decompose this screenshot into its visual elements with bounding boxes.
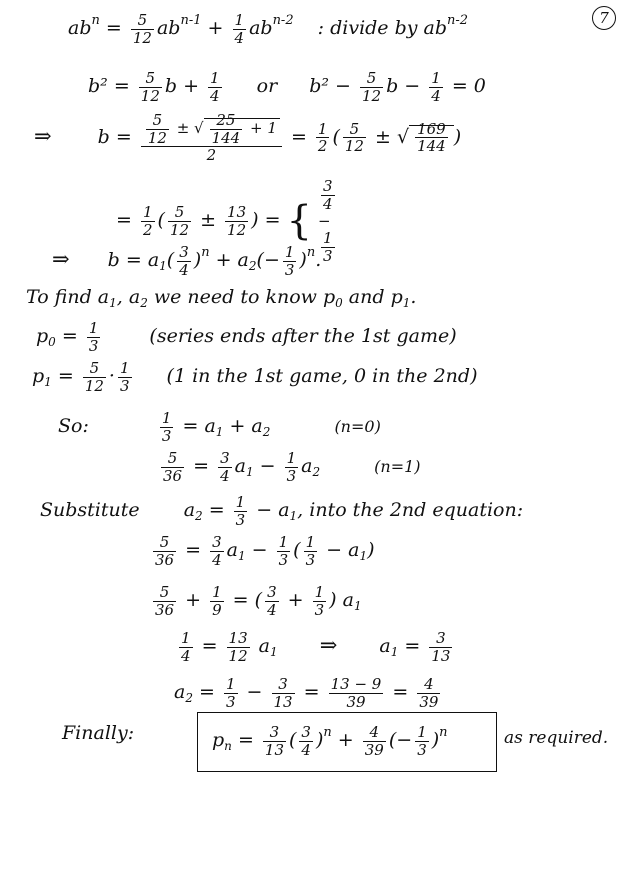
paren: (− [388, 729, 413, 751]
text: Substitute [40, 499, 140, 521]
paren: ) [453, 125, 462, 148]
fraction [153, 584, 176, 618]
numerator: 13 [228, 629, 248, 647]
numerator: 1 [417, 723, 427, 741]
numerator: 1 [278, 533, 289, 551]
denominator: 12 [344, 137, 364, 156]
denominator: 36 [163, 466, 183, 485]
subscript: 1 [353, 599, 362, 613]
denominator: 12 [227, 220, 247, 239]
numerator: 3 [179, 243, 189, 261]
numerator: 5 [83, 360, 106, 378]
numerator: 5 [131, 12, 154, 30]
term: a [301, 455, 313, 477]
as-required-note [504, 730, 608, 747]
text: , into the 2nd equation: [297, 499, 524, 521]
equation-p0 [36, 320, 457, 354]
operator: = [179, 539, 208, 561]
text: , a [116, 286, 141, 308]
term: a [183, 499, 196, 521]
numerator: 3 [263, 724, 286, 742]
fraction [265, 584, 279, 618]
fraction [141, 112, 282, 164]
numerator: 5 [153, 584, 176, 602]
subscript: 1 [44, 375, 52, 389]
operator: + [331, 729, 360, 751]
finally-label [62, 724, 134, 743]
numerator: 1 [234, 11, 245, 29]
denominator: 3 [225, 692, 236, 711]
term: + a [209, 249, 249, 271]
numerator: 1 [323, 229, 333, 247]
equation-quadratic-formula: ⇒ b = $\frac{5}{12}$ ± √ $\frac{25}{144}$ + 1 2 = $\frac{1}{2}$ ( $\frac{5}{12}$ ± √ $\frac{169}{144}$ ) [34, 111, 462, 164]
operator: = [192, 681, 221, 703]
exponent: n [306, 245, 316, 260]
denominator: 3 [286, 466, 297, 485]
numerator: 1 [317, 119, 328, 138]
numerator: 5 [343, 121, 366, 139]
denominator: 3 [278, 550, 289, 569]
numerator: 5 [139, 70, 162, 88]
term: ab [68, 17, 92, 39]
term: − a [250, 499, 290, 521]
denominator: 39 [346, 692, 366, 711]
term: = 0 [445, 75, 486, 97]
fraction [139, 70, 162, 104]
connector-word: or [256, 75, 278, 97]
term: p [36, 325, 49, 347]
equation-substituted [150, 534, 375, 568]
fraction [141, 204, 155, 238]
fraction [429, 630, 452, 664]
subscript: 2 [248, 259, 257, 273]
text: we need to know p [147, 286, 336, 308]
numerator: 5 [360, 70, 383, 88]
numerator: 1 [314, 583, 325, 601]
paren: ( [289, 729, 297, 751]
fraction [210, 112, 243, 146]
term: b = a [107, 249, 160, 271]
denominator: 12 [132, 28, 152, 47]
fraction [208, 70, 222, 104]
operator: − [240, 681, 269, 703]
denominator: 3 [119, 376, 130, 395]
numerator: 3 [301, 723, 311, 741]
numerator: 3 [212, 533, 222, 551]
numerator: 1 [305, 533, 316, 551]
subscript: 1 [109, 296, 117, 310]
denominator: 12 [362, 86, 382, 105]
text-to-find [26, 288, 416, 309]
term: ab [249, 17, 273, 39]
text-substitute [40, 494, 523, 528]
label: So: [58, 415, 89, 437]
denominator: 12 [147, 128, 167, 147]
term: b = [97, 125, 138, 148]
denominator: 3 [235, 510, 246, 529]
note: (1 in the 1st game, 0 in the 2nd) [166, 365, 478, 387]
term: a [379, 635, 391, 657]
operator: ± [194, 209, 223, 231]
fraction [153, 534, 176, 568]
denominator: 4 [323, 194, 333, 213]
fraction [227, 630, 250, 664]
operator: + [179, 589, 208, 611]
term: b² − [309, 75, 357, 97]
operator: = [297, 681, 326, 703]
numerator: 1 [142, 203, 153, 221]
numerator: 1 [119, 359, 130, 377]
term: ab [156, 17, 181, 39]
fraction [321, 230, 335, 264]
equation-p1 [32, 360, 477, 394]
operator: = [187, 455, 216, 477]
subscript: 1 [237, 549, 246, 563]
fraction [429, 70, 443, 104]
denominator: 4 [234, 28, 245, 47]
fraction [234, 494, 248, 528]
term: a [174, 681, 186, 703]
denominator: 12 [169, 220, 190, 239]
equation-system-1 [58, 410, 381, 444]
paren: ( [157, 209, 165, 231]
fraction [160, 410, 174, 444]
fraction [118, 360, 132, 394]
fraction [415, 121, 448, 155]
denominator: 13 [273, 692, 293, 711]
term: − a [320, 539, 360, 561]
fraction [224, 676, 238, 710]
paren: ( [332, 125, 340, 148]
denominator: 4 [181, 646, 191, 665]
numerator: 3 [323, 177, 333, 195]
fraction [225, 204, 248, 238]
denominator: 2 [317, 137, 328, 156]
denominator: 4 [212, 550, 222, 569]
denominator: 13 [264, 740, 284, 759]
text: as required. [504, 728, 609, 748]
implies-arrow: ⇒ [52, 247, 70, 271]
term: + 1 [245, 119, 277, 137]
operator: = [202, 499, 231, 521]
numerator: 1 [286, 449, 297, 467]
text: To find a [26, 286, 110, 308]
case [318, 178, 338, 212]
denominator: 39 [364, 740, 384, 759]
fraction [415, 724, 429, 758]
equation-solve-a2 [174, 676, 443, 710]
operator: = [290, 125, 313, 148]
subscript: 2 [262, 425, 271, 439]
operator: = [398, 635, 427, 657]
numerator: 1 [88, 319, 99, 337]
note: : divide by ab [317, 17, 448, 39]
paren: ) = [251, 209, 287, 231]
fraction [161, 450, 184, 484]
subscript: 1 [359, 549, 368, 563]
denominator: 36 [155, 600, 175, 619]
subscript: 1 [390, 645, 399, 659]
numerator: 5 [168, 204, 191, 222]
denominator: 3 [417, 740, 427, 759]
implies-arrow: ⇒ [319, 633, 338, 657]
fraction [218, 450, 232, 484]
numerator: 13 [227, 203, 247, 221]
fraction [263, 724, 286, 758]
fraction [299, 724, 313, 758]
denominator: 4 [267, 600, 277, 619]
equation-general-solution [52, 244, 321, 278]
page-number: 7 [592, 6, 616, 30]
term: b − [386, 75, 427, 97]
numerator: 1 [161, 409, 172, 427]
denominator: 4 [220, 466, 230, 485]
denominator: 36 [155, 550, 175, 569]
operator: = [195, 635, 224, 657]
operator: = [51, 365, 80, 387]
text: and p [342, 286, 403, 308]
equation-quadratic [88, 70, 486, 104]
paren: ( [293, 539, 301, 561]
operator: ± [368, 125, 397, 148]
equation-solve-a1 [176, 630, 455, 664]
numerator: 1 [284, 243, 295, 261]
exponent: n [439, 725, 448, 740]
numerator: 25 [210, 112, 243, 130]
equation-recurrence [68, 12, 468, 46]
operator: = [386, 681, 415, 703]
denominator: 9 [212, 600, 222, 619]
denominator: 144 [417, 137, 446, 156]
term: p [212, 729, 225, 751]
paren: (− [256, 249, 280, 271]
numerator: 3 [272, 676, 295, 694]
term: a [252, 635, 271, 657]
brace: { [286, 198, 312, 244]
implies-arrow: ⇒ [34, 123, 52, 148]
equation-system-2 [158, 450, 421, 484]
numerator: 1 [225, 675, 236, 693]
denominator: 3 [323, 246, 333, 265]
term: = a [176, 415, 216, 437]
operator: + [201, 17, 230, 39]
subscript: 1 [215, 425, 224, 439]
term: b² = [88, 75, 136, 97]
exponent: n [201, 245, 210, 260]
numerator: 1 [210, 69, 220, 87]
fraction [177, 244, 191, 278]
denominator: 2 [206, 146, 217, 164]
subscript: 1 [245, 465, 254, 479]
operator: − [253, 455, 282, 477]
denominator: 12 [228, 646, 248, 665]
paren: ) [315, 729, 324, 751]
numerator: 5 [161, 450, 184, 468]
fraction [233, 12, 247, 46]
numerator: 3 [429, 630, 452, 648]
exponent: n-1 [180, 13, 202, 28]
denominator: 12 [84, 376, 104, 395]
term: b + [164, 75, 206, 97]
condition: (n=0) [334, 417, 381, 436]
subscript: 1 [402, 296, 411, 310]
numerator: 3 [220, 449, 230, 467]
term: a [234, 455, 246, 477]
numerator: 5 [146, 112, 169, 130]
subscript: 1 [159, 259, 167, 273]
operator: ± [171, 119, 195, 137]
numerator: 1 [181, 629, 191, 647]
operator: = [116, 209, 138, 231]
condition: (n=1) [374, 457, 421, 476]
paren: ) [431, 729, 440, 751]
denominator: 144 [211, 128, 241, 147]
fraction [179, 630, 193, 664]
denominator: 4 [301, 740, 311, 759]
denominator: 4 [431, 86, 441, 105]
operator: = [99, 17, 128, 39]
denominator: 3 [161, 426, 172, 445]
denominator: 2 [142, 220, 153, 239]
numerator: 3 [267, 583, 277, 601]
paren: ) a [329, 589, 354, 611]
label: Finally: [62, 722, 135, 744]
equation-rearranged [150, 584, 362, 618]
exponent: n [323, 725, 332, 740]
term: + a [223, 415, 263, 437]
fraction [329, 676, 384, 710]
paren: ( [166, 249, 175, 271]
operator: + [281, 589, 310, 611]
denominator: 3 [88, 336, 99, 355]
fraction [272, 676, 295, 710]
subscript: 1 [289, 509, 298, 523]
paren: ) [299, 249, 307, 271]
operator: = ( [226, 589, 263, 611]
fraction [283, 244, 297, 278]
fraction [131, 12, 154, 46]
fraction [210, 534, 224, 568]
fraction [168, 204, 191, 238]
term: a [226, 539, 238, 561]
fraction [87, 320, 101, 354]
fraction [277, 534, 291, 568]
fraction [343, 121, 366, 155]
operator: = [231, 729, 260, 751]
subscript: n [224, 739, 232, 753]
subscript: 1 [270, 645, 278, 659]
note: (series ends after the 1st game) [149, 325, 457, 347]
fraction [285, 450, 299, 484]
square-root [409, 119, 454, 156]
exponent: n-2 [272, 13, 294, 28]
denominator: 3 [284, 260, 295, 279]
denominator: 3 [305, 550, 316, 569]
exponent: n [91, 13, 100, 28]
subscript: 0 [335, 296, 343, 310]
denominator: 3 [314, 600, 325, 619]
numerator: 1 [212, 583, 222, 601]
operator: − [318, 212, 331, 230]
numerator: 1 [235, 493, 246, 511]
subscript: 2 [140, 296, 148, 310]
subscript: 2 [185, 691, 193, 705]
fraction [321, 178, 335, 212]
numerator: 4 [417, 676, 440, 694]
fraction [363, 724, 386, 758]
exponent: n-2 [447, 13, 469, 28]
term: p [32, 365, 45, 387]
fraction [417, 676, 440, 710]
operator: · [108, 365, 115, 387]
numerator: 13 − 9 [330, 675, 382, 693]
numerator: 4 [363, 724, 386, 742]
subscript: 0 [48, 335, 56, 349]
period: . [315, 249, 322, 271]
denominator: 13 [431, 646, 451, 665]
fraction [83, 360, 106, 394]
fraction [146, 112, 169, 146]
operator: = [55, 325, 84, 347]
fraction [360, 70, 383, 104]
numerator: 1 [431, 69, 441, 87]
numerator: $\frac{5}{12}$ ± √ $\frac{25}{144}$ + 1 [141, 112, 282, 147]
fraction [304, 534, 318, 568]
paren: ) [193, 249, 202, 271]
paren: ) [367, 539, 375, 561]
subscript: 2 [195, 509, 203, 523]
denominator: 39 [419, 692, 439, 711]
numerator: 169 [417, 119, 446, 138]
subscript: 2 [312, 465, 321, 479]
denominator: 12 [140, 86, 160, 105]
final-formula [212, 724, 448, 758]
fraction [313, 584, 327, 618]
numerator: 5 [153, 534, 176, 552]
fraction [210, 584, 224, 618]
operator: − [245, 539, 274, 561]
denominator: 4 [210, 86, 220, 105]
text: . [410, 286, 417, 308]
denominator: 4 [179, 260, 189, 279]
fraction [316, 121, 330, 155]
